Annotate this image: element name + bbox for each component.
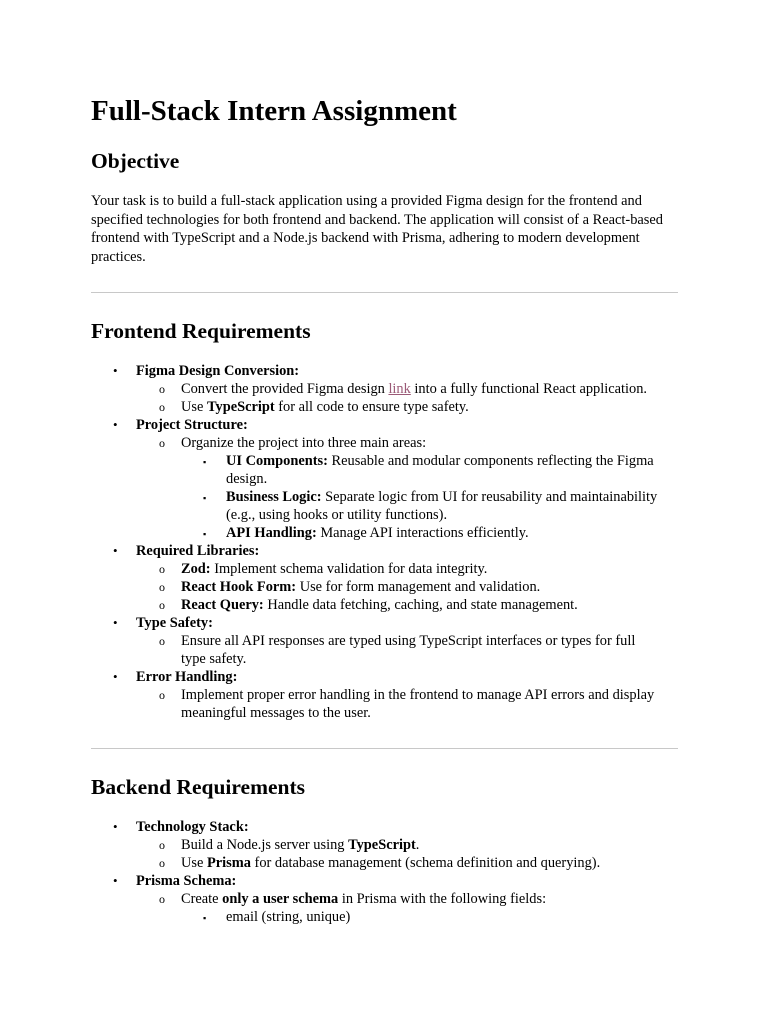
circle-marker: o xyxy=(159,382,165,396)
item-label: Figma Design Conversion: xyxy=(136,363,300,379)
list-item: o Convert the provided Figma design link into a fully functional React application. xyxy=(159,381,648,397)
frontend-heading: Frontend Requirements xyxy=(91,319,311,343)
list-item: o Use TypeScript for all code to ensure type safety. xyxy=(159,399,469,415)
bullet-marker: • xyxy=(113,873,118,888)
figma-design-link[interactable]: link xyxy=(388,381,411,397)
list-item: o Use Prisma for database management (schema definition and querying). xyxy=(159,855,601,871)
list-item: ▪ UI Components: Reusable and modular components reflecting the Figma xyxy=(203,453,654,469)
circle-marker: o xyxy=(159,634,165,648)
item-label: Prisma Schema: xyxy=(136,873,237,889)
list-item: o Ensure all API responses are typed using TypeScript interfaces or types for full xyxy=(159,633,636,649)
circle-marker: o xyxy=(159,688,165,702)
list-item: o React Hook Form: Use for form management and validation. xyxy=(159,579,541,595)
list-item-continuation: design. xyxy=(226,471,268,487)
list-item: o Organize the project into three main areas: xyxy=(159,435,427,451)
bullet-marker: • xyxy=(113,819,118,834)
circle-marker: o xyxy=(159,580,165,594)
backend-heading: Backend Requirements xyxy=(91,775,306,799)
list-item xyxy=(91,818,678,836)
item-label: Error Handling: xyxy=(136,669,238,685)
list-item: ▪ API Handling: Manage API interactions efficiently. xyxy=(203,525,529,541)
circle-marker: o xyxy=(159,598,165,612)
document-title: Full-Stack Intern Assignment xyxy=(91,95,457,127)
list-item: ▪ email (string, unique) xyxy=(203,909,351,925)
item-label: Required Libraries: xyxy=(136,543,260,559)
list-item: o Create only a user schema in Prisma with the following fields: xyxy=(159,891,547,907)
square-marker: ▪ xyxy=(203,493,207,503)
list-item-continuation: (e.g., using hooks or utility functions). xyxy=(226,507,448,523)
list-item xyxy=(91,416,678,434)
bullet-marker: • xyxy=(113,615,118,630)
circle-marker: o xyxy=(159,892,165,906)
square-marker: ▪ xyxy=(203,913,207,923)
list-item: o Build a Node.js server using TypeScript. xyxy=(159,837,420,853)
section-divider xyxy=(91,292,678,293)
list-item xyxy=(91,614,678,632)
objective-heading: Objective xyxy=(91,149,180,173)
bullet-marker: • xyxy=(113,417,118,432)
section-divider xyxy=(91,748,678,749)
square-marker: ▪ xyxy=(203,529,207,539)
item-label: Technology Stack: xyxy=(136,819,249,835)
circle-marker: o xyxy=(159,838,165,852)
circle-marker: o xyxy=(159,856,165,870)
backend-requirements-list xyxy=(91,818,678,926)
list-item xyxy=(91,362,678,380)
frontend-requirements-list xyxy=(91,362,678,722)
list-item xyxy=(91,668,678,686)
square-marker: ▪ xyxy=(203,457,207,467)
list-item: ▪ Business Logic: Separate logic from UI for reusability and maintainability xyxy=(203,489,658,505)
circle-marker: o xyxy=(159,562,165,576)
list-item: o Zod: Implement schema validation for data integrity. xyxy=(159,561,488,577)
list-item: o React Query: Handle data fetching, caching, and state management. xyxy=(159,597,578,613)
list-item: o Implement proper error handling in the frontend to manage API errors and display xyxy=(159,687,655,703)
list-item-continuation: meaningful messages to the user. xyxy=(181,705,371,721)
item-label: Project Structure: xyxy=(136,417,248,433)
bullet-marker: • xyxy=(113,363,118,378)
list-item xyxy=(91,872,678,890)
circle-marker: o xyxy=(159,400,165,414)
bullet-marker: • xyxy=(113,669,118,684)
circle-marker: o xyxy=(159,436,165,450)
list-item-continuation: type safety. xyxy=(181,651,247,667)
list-item xyxy=(91,542,678,560)
bullet-marker: • xyxy=(113,543,118,558)
objective-paragraph: Your task is to build a full-stack application using a provided Figma design for the frontend and specified technologies for both frontend and backend. The application will consist of a React-based frontend with TypeScript and a Node.js backend with Prisma, adhering to modern development practices. xyxy=(91,193,663,265)
item-label: Type Safety: xyxy=(136,615,213,631)
